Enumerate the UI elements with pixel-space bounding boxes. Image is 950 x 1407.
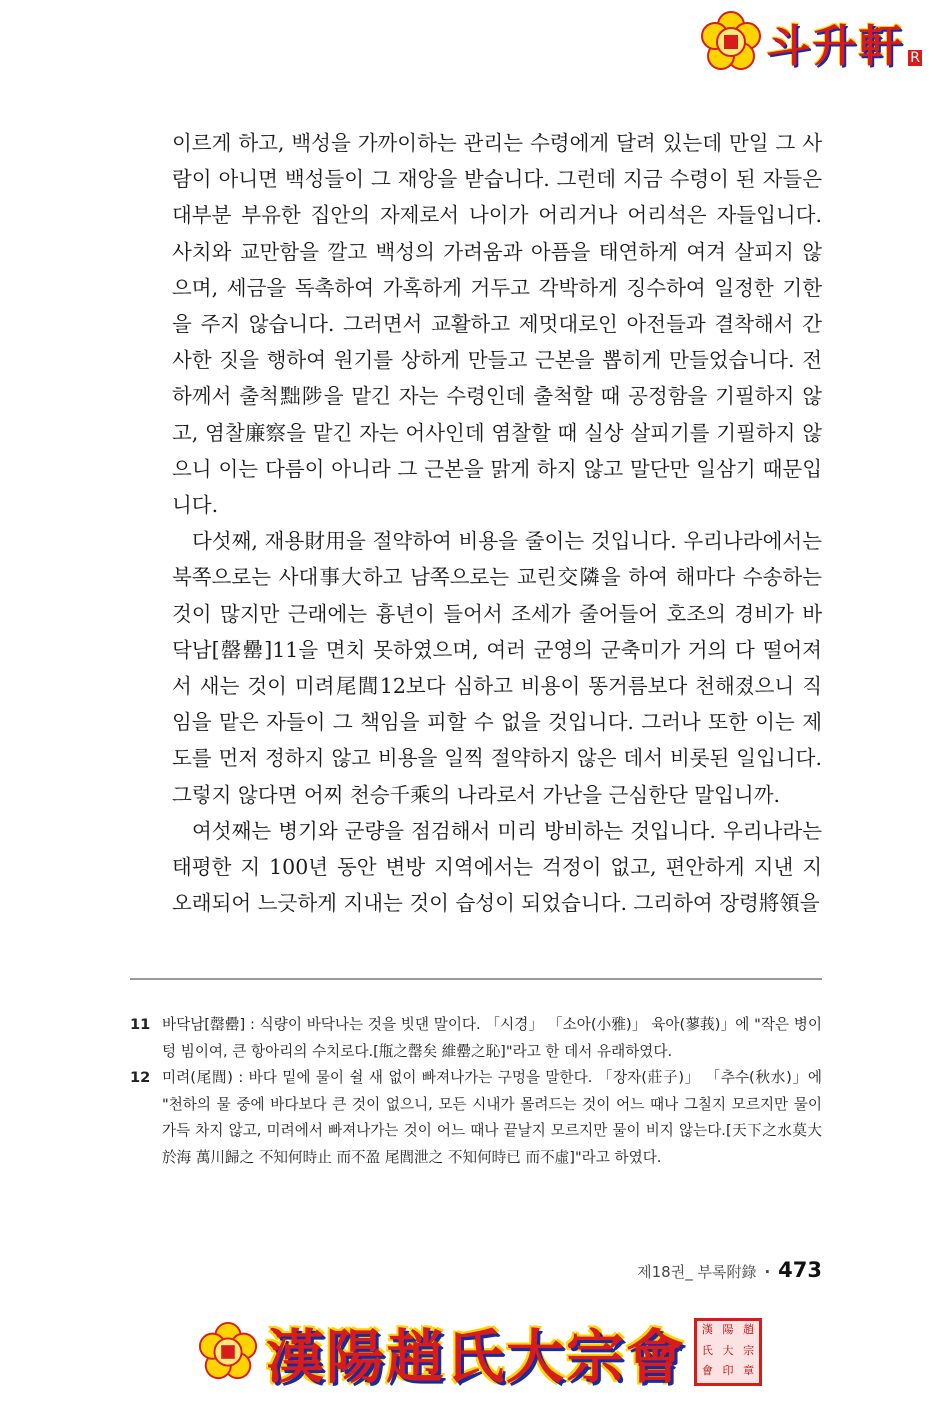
paragraph: 여섯째는 병기와 군량을 점검해서 미리 방비하는 것입니다. 우리나라는 태평한 지 100년 동안 변방 지역에서는 걱정이 없고, 편안하게 지낸 지 오래되어 느긋하게 지내는 것이 습성이 되었습니다. 그리하여 장령將領을 (172, 818, 822, 916)
seal-char: 章 (743, 1364, 755, 1378)
footnote-11 (130, 1012, 822, 1065)
footnote-text: 미려(尾閭) : 바다 밑에 물이 쉴 새 없이 빠져나가는 구멍을 말한다. 「장자(莊子)」 「추수(秋水)」에 "천하의 물 중에 바다보다 큰 것이 없으니, 모든 시내가 몰려드는 것이 어느 때나 그칠지 모르지만 물이 가득 차지 않고, 미려에서 빠져나가는 것이 어느 때나 끝날지 모르지만 물이 비지 않는다.[天下之水莫大於海 萬川歸之 不知何時止 而不盈 尾閭泄之 不知何時已 而不虛]"라고 하였다. (162, 1069, 822, 1166)
footnote-divider (130, 978, 822, 980)
brand-text: 斗升軒 (766, 21, 905, 72)
footer-separator: · (764, 1263, 771, 1281)
footnote-number: 11 (130, 1016, 151, 1033)
seal-char: 氏 (701, 1343, 713, 1357)
seal-char: 印 (722, 1364, 734, 1378)
flower-emblem-icon (700, 11, 762, 73)
seal-char: 會 (701, 1364, 713, 1378)
top-logo (700, 10, 922, 74)
seal-stamp (694, 1318, 762, 1386)
paragraph: 이르게 하고, 백성을 가까이하는 관리는 수령에게 달려 있는데 만일 그 사람이 아니면 백성들이 그 재앙을 받습니다. 그런데 지금 수령이 된 자들은 대부분 부유한 집안의 자제로서 나이가 어리거나 어리석은 자들입니다. 사치와 교만함을 깔고 백성의 가려움과 아픔을 태연하게 여겨 살피지 않으며, 세금을 독촉하여 가혹하게 거두고 각박하게 징수하여 일정한 기한을 주지 않습니다. 그러면서 교활하고 제멋대로인 아전들과 결착해서 간사한 짓을 행하여 원기를 상하게 만들고 근본을 뽑히게 만들었습니다. 전하께서 출척黜陟을 맡긴 자는 수령인데 출척할 때 공정함을 기필하지 않고, 염찰廉察을 맡긴 자는 어사인데 염찰할 때 실상 살피기를 기필하지 않으니 이는 다름이 아니라 그 근본을 맑게 하지 않고 말단만 일삼기 때문입니다. (172, 131, 822, 518)
seal-char: 趙 (743, 1323, 755, 1336)
footnotes (130, 1012, 822, 1171)
registered-mark: R (910, 50, 920, 66)
footnote-number: 12 (130, 1069, 151, 1086)
body-text (172, 125, 822, 921)
paragraph: 다섯째, 재용財用을 절약하여 비용을 줄이는 것입니다. 우리나라에서는 북쪽으로는 사대事大하고 남쪽으로는 교린交隣을 하여 해마다 수송하는 것이 많지만 근래에는 흉년이 들어서 조세가 줄어들어 호조의 경비가 바닥남[罄罍]11을 면치 못하였으며, 여러 군영의 군축미가 거의 다 떨어져서 새는 것이 미려尾閭12보다 심하고 비용이 똥거름보다 천해졌으니 직임을 맡은 자들이 그 책임을 피할 수 없을 것입니다. 그러나 또한 이는 제도를 먼저 정하지 않고 비용을 일찍 절약하지 않은 데서 비롯된 일입니다. 그렇지 않다면 어찌 천승千乘의 나라로서 가난을 근심한단 말입니까. (172, 529, 822, 807)
footnote-text: 바닥남[罄罍] : 식량이 바닥나는 것을 빗댄 말이다. 「시경」 「소아(小雅)」 육아(蓼莪)」에 "작은 병이 텅 빔이여, 큰 항아리의 수치로다.[甁之罄矣 維罍之恥]"라고 한 데서 유래하였다. (162, 1016, 822, 1060)
page-number: 473 (778, 1258, 822, 1282)
running-title: 제18권_ 부록附錄 (637, 1263, 757, 1281)
banner-text: 漢陽趙氏大宗會 (266, 1323, 687, 1391)
footnote-12 (130, 1065, 822, 1171)
page-footer (637, 1258, 822, 1282)
seal-char: 大 (722, 1343, 734, 1357)
flower-emblem-icon (198, 1322, 258, 1382)
seal-char: 陽 (722, 1323, 734, 1336)
seal-char: 漢 (701, 1323, 713, 1336)
bottom-banner (198, 1312, 764, 1392)
seal-char: 宗 (743, 1343, 755, 1357)
